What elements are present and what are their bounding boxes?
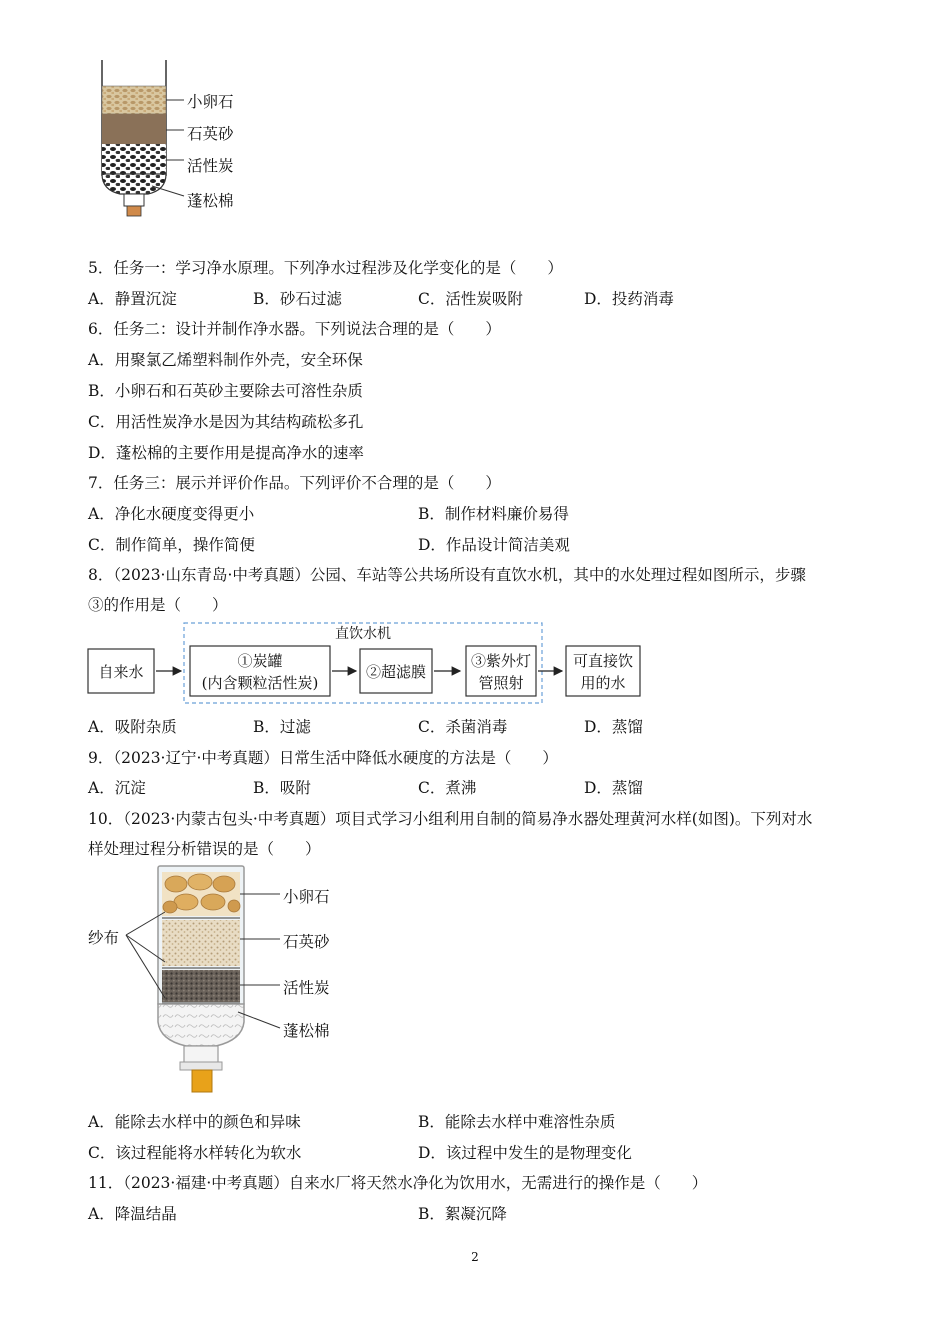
q9-option-a: A．沉淀 [88, 779, 146, 797]
filter-diagram-2-leaders [120, 880, 290, 1050]
filter2-label-quartz-sand: 石英砂 [283, 933, 330, 951]
q10-option-d: D．该过程中发生的是物理变化 [418, 1144, 632, 1162]
flow-step1-line1: ①炭罐 [237, 652, 283, 670]
q7-option-b: B．制作材料廉价易得 [418, 505, 569, 523]
q5-option-d: D．投药消毒 [584, 290, 674, 308]
q11-option-a: A．降温结晶 [88, 1205, 177, 1223]
filter1-label-cotton: 蓬松棉 [187, 192, 234, 210]
question-8-stem-line2: ③的作用是（ ） [88, 596, 228, 614]
q6-option-a: A．用聚氯乙烯塑料制作外壳，安全环保 [88, 351, 363, 369]
flow-group-title: 直饮水机 [335, 626, 391, 642]
q5-option-a: A．静置沉淀 [88, 290, 177, 308]
flow-step3-line1: ③紫外灯 [470, 652, 532, 670]
q8-option-a: A．吸附杂质 [88, 718, 177, 736]
flow-step2: ②超滤膜 [365, 663, 427, 681]
filter1-label-activated-carbon: 活性炭 [187, 157, 234, 175]
question-5-stem: 5．任务一：学习净水原理。下列净水过程涉及化学变化的是（ ） [88, 259, 563, 277]
filter2-label-gauze: 纱布 [88, 929, 120, 947]
filter1-label-quartz-sand: 石英砂 [187, 125, 234, 143]
flow-step3-line2: 管照射 [478, 674, 524, 692]
q7-option-a: A．净化水硬度变得更小 [88, 505, 255, 523]
q7-option-c: C．制作简单，操作简便 [88, 536, 255, 554]
q6-option-c: C．用活性炭净水是因为其结构疏松多孔 [88, 413, 364, 431]
filter2-label-pebble: 小卵石 [283, 888, 330, 906]
q7-option-d: D．作品设计简洁美观 [418, 536, 570, 554]
q8-option-b: B．过滤 [253, 718, 311, 736]
q8-option-c: C．杀菌消毒 [418, 718, 508, 736]
q6-option-b: B．小卵石和石英砂主要除去可溶性杂质 [88, 382, 363, 400]
flow-step1-line2: (内含颗粒活性炭) [201, 674, 319, 692]
q6-option-d: D．蓬松棉的主要作用是提高净水的速率 [88, 444, 364, 462]
question-8-stem-line1: 8．（2023·山东青岛·中考真题）公园、车站等公共场所设有直饮水机，其中的水处理过程如图所示，步骤 [88, 566, 806, 584]
question-11-stem: 11．（2023·福建·中考真题）自来水厂将天然水净化为饮用水，无需进行的操作是（ ） [88, 1174, 708, 1192]
flow-end-line2: 用的水 [580, 674, 626, 692]
filter2-label-activated-carbon: 活性炭 [283, 979, 330, 997]
filter1-label-pebble: 小卵石 [187, 93, 234, 111]
q9-option-c: C．煮沸 [418, 779, 477, 797]
q10-option-a: A．能除去水样中的颜色和异味 [88, 1113, 301, 1131]
q9-option-d: D．蒸馏 [584, 779, 643, 797]
q8-option-d: D．蒸馏 [584, 718, 643, 736]
question-6-stem: 6．任务二：设计并制作净水器。下列说法合理的是（ ） [88, 320, 501, 338]
page-number: 2 [471, 1250, 479, 1264]
question-7-stem: 7．任务三：展示并评价作品。下列评价不合理的是（ ） [88, 474, 501, 492]
q5-option-c: C．活性炭吸附 [418, 290, 523, 308]
flow-end-line1: 可直接饮 [572, 652, 634, 670]
filter2-label-cotton: 蓬松棉 [283, 1022, 330, 1040]
flow-start: 自来水 [98, 663, 144, 681]
filter-diagram-1 [90, 58, 260, 220]
question-10-stem-line1: 10．（2023·内蒙古包头·中考真题）项目式学习小组利用自制的简易净水器处理黄河水样(如图)。下列对水 [88, 810, 813, 828]
q9-option-b: B．吸附 [253, 779, 311, 797]
question-10-stem-line2: 样处理过程分析错误的是（ ） [88, 840, 321, 858]
question-9-stem: 9．（2023·辽宁·中考真题）日常生活中降低水硬度的方法是（ ） [88, 749, 558, 767]
q10-option-c: C．该过程能将水样转化为软水 [88, 1144, 302, 1162]
q10-option-b: B．能除去水样中难溶性杂质 [418, 1113, 616, 1131]
q5-option-b: B．砂石过滤 [253, 290, 342, 308]
q11-option-b: B．絮凝沉降 [418, 1205, 507, 1223]
water-treatment-flowchart [86, 620, 646, 706]
